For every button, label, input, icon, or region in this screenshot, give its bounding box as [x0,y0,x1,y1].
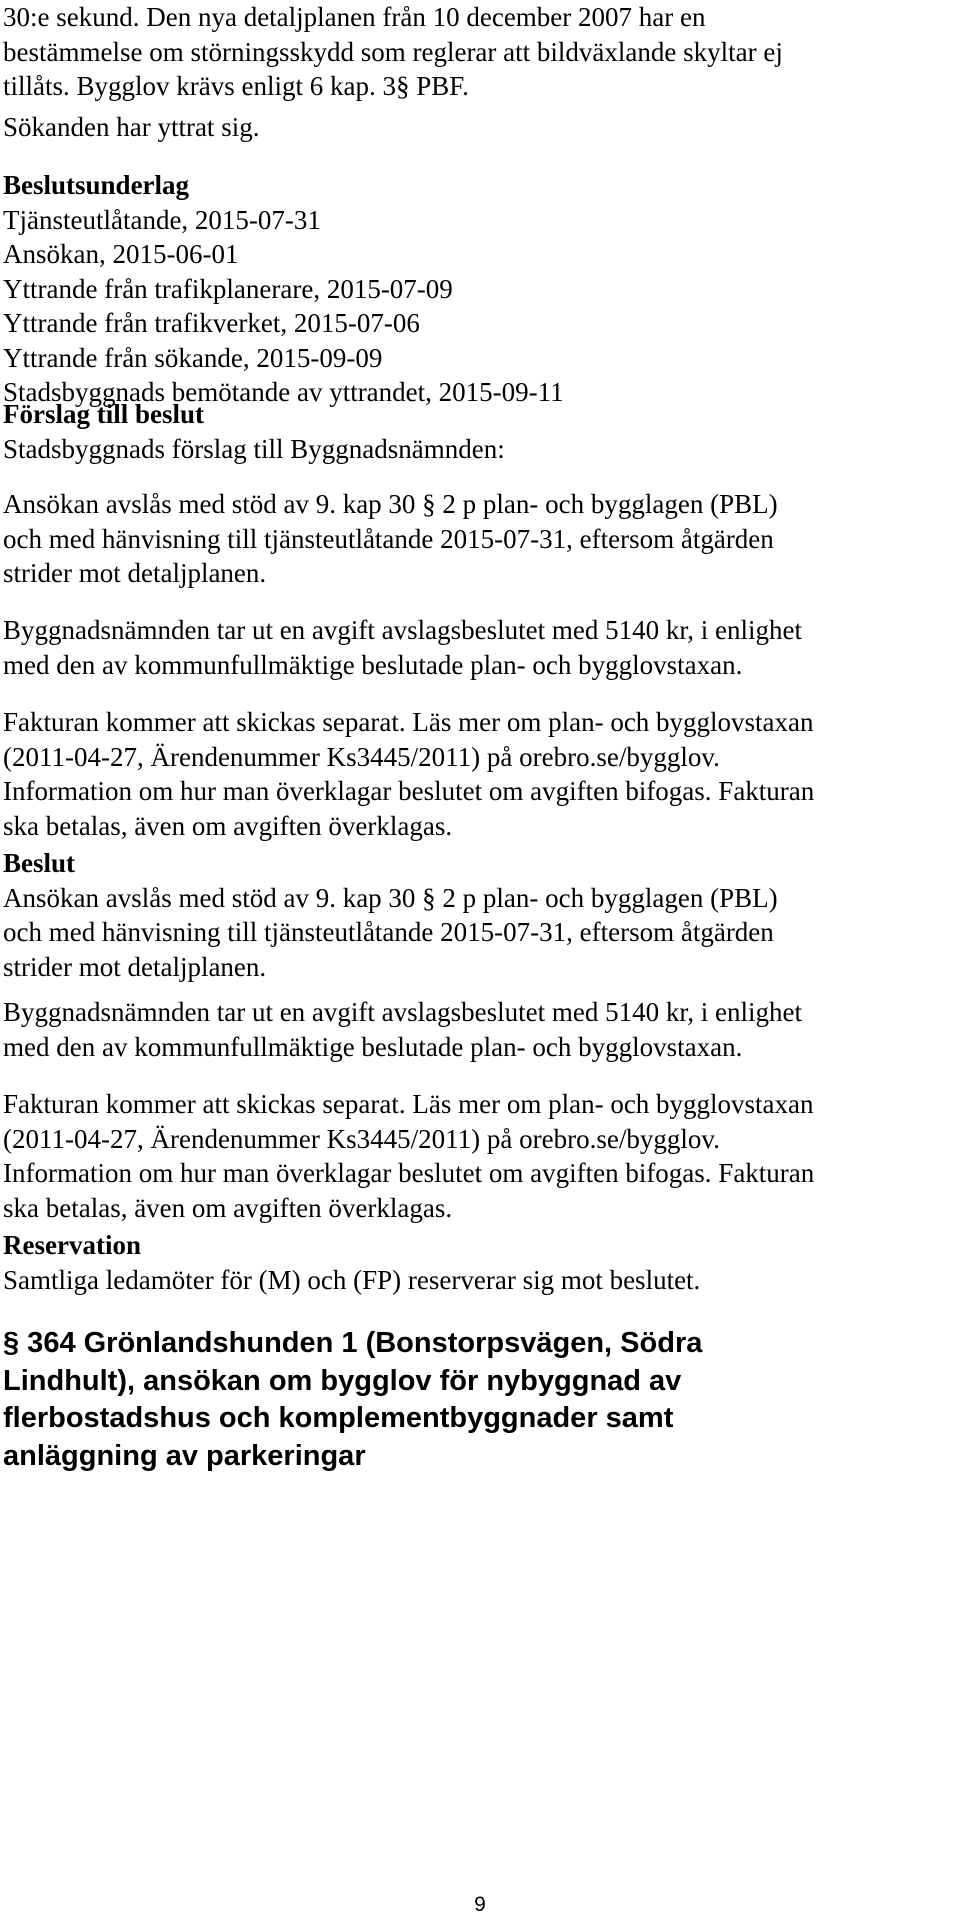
text-line: Stadsbyggnads förslag till Byggnadsnämnden: [3,433,505,464]
forslag-section [3,397,953,466]
text-line: (2011-04-27, Ärendenummer Ks3445/2011) på orebro.se/bygglov. [3,1123,720,1154]
text-line: med den av kommunfullmäktige beslutade plan- och bygglovstaxan. [3,649,743,680]
text-line: strider mot detaljplanen. [3,951,267,982]
reservation-section [3,1228,953,1297]
section-heading: Beslut [3,848,76,878]
forslag-paragraph-invoice [3,705,953,843]
list-item: Stadsbyggnads bemötande av yttrandet, 2015-09-11 [3,377,564,407]
text-line: och med hänvisning till tjänsteutlåtande 2015-07-31, eftersom åtgärden [3,917,774,947]
beslut-section [3,846,953,984]
section-heading: Reservation [3,1230,141,1260]
list-item: Yttrande från trafikplanerare, 2015-07-09 [3,273,453,304]
text-line: strider mot detaljplanen. [3,558,267,588]
beslut-paragraph-invoice [3,1087,953,1225]
agenda-item-heading [3,1325,953,1475]
text-line: ska betalas, även om avgiften överklagas. [3,810,453,841]
text-line: och med hänvisning till tjänsteutlåtande 2015-07-31, eftersom åtgärden [3,523,774,554]
text-line: Information om hur man överklagar beslutet om avgiften bifogas. Fakturan [3,1158,815,1188]
text-line: Byggnadsnämnden tar ut en avgift avslagsbeslutet med 5140 kr, i enlighet [3,615,802,645]
text-line: Byggnadsnämnden tar ut en avgift avslagsbeslutet med 5140 kr, i enlighet [3,997,802,1027]
text-line: ska betalas, även om avgiften överklagas. [3,1192,453,1223]
forslag-paragraph-fee [3,613,953,682]
page-number: 9 [474,1893,486,1916]
text-line: Ansökan avslås med stöd av 9. kap 30 § 2 p plan- och bygglagen (PBL) [3,489,778,519]
text-line: Fakturan kommer att skickas separat. Läs mer om plan- och bygglovstaxan [3,1089,814,1119]
intro-paragraph [3,0,953,104]
text-line: bestämmelse om störningsskydd som reglerar att bildväxlande skyltar ej [3,36,783,67]
beslutsunderlag-section [3,168,953,410]
heading-line: Lindhult), ansökan om bygglov för nybyggnad av [3,1364,682,1397]
list-item: Tjänsteutlåtande, 2015-07-31 [3,204,321,235]
text-line: Fakturan kommer att skickas separat. Läs mer om plan- och bygglovstaxan [3,707,814,737]
text-line: 30:e sekund. Den nya detaljplanen från 10 december 2007 har en [3,2,706,32]
section-heading: Förslag till beslut [3,399,204,429]
beslut-paragraph-fee [3,995,953,1064]
applicant-statement: Sökanden har yttrat sig. [3,112,260,142]
forslag-paragraph-decision [3,487,953,591]
heading-line: § 364 Grönlandshunden 1 (Bonstorpsvägen, Södra [3,1327,703,1359]
list-item: Yttrande från sökande, 2015-09-09 [3,342,383,373]
text-line: tillåts. Bygglov krävs enligt 6 kap. 3§ PBF. [3,71,469,101]
list-item: Yttrande från trafikverket, 2015-07-06 [3,308,420,338]
section-heading: Beslutsunderlag [3,170,190,200]
heading-line: anläggning av parkeringar [3,1439,366,1472]
text-line: Ansökan avslås med stöd av 9. kap 30 § 2 p plan- och bygglagen (PBL) [3,882,778,913]
text-line: Samtliga ledamöter för (M) och (FP) reserverar sig mot beslutet. [3,1264,701,1295]
text-line: Information om hur man överklagar beslutet om avgiften bifogas. Fakturan [3,776,815,806]
text-line: (2011-04-27, Ärendenummer Ks3445/2011) på orebro.se/bygglov. [3,741,720,772]
list-item: Ansökan, 2015-06-01 [3,239,239,269]
heading-line: flerbostadshus och komplementbyggnader samt [3,1402,674,1434]
text-line: med den av kommunfullmäktige beslutade plan- och bygglovstaxan. [3,1031,743,1062]
